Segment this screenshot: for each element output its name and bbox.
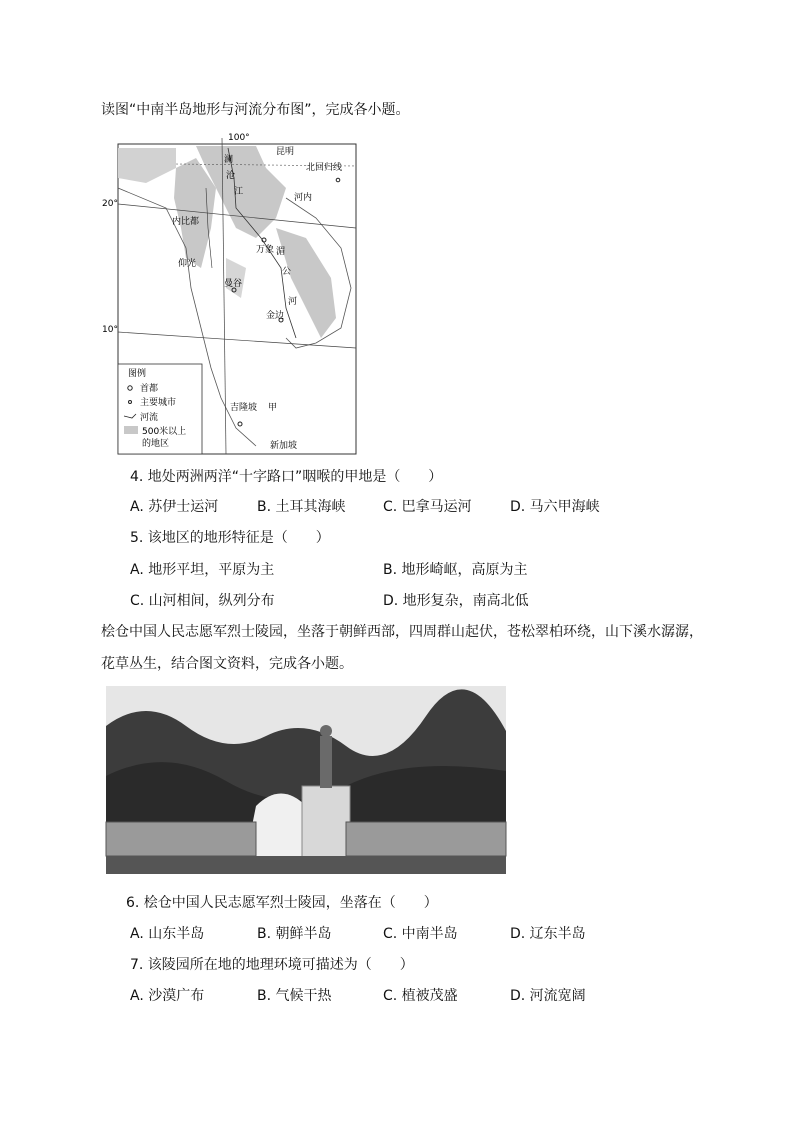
legend-capital: 首都 xyxy=(140,384,159,394)
q7-option-c[interactable]: C. 植被茂盛 xyxy=(383,988,458,1004)
q6-option-a[interactable]: A. 山东半岛 xyxy=(130,926,205,942)
river-char-2: 沧 xyxy=(226,171,236,181)
q6-option-b[interactable]: B. 朝鲜半岛 xyxy=(257,926,332,942)
city-yangon: 仰光 xyxy=(178,259,197,269)
city-kunming: 昆明 xyxy=(276,147,295,157)
q4-stem: 4. 地处两洲两洋“十字路口”咽喉的甲地是（ ） xyxy=(130,469,443,485)
cemetery-photo xyxy=(106,686,506,874)
legend-elev-1: 500米以上 xyxy=(142,427,187,437)
city-kualalumpur: 吉隆坡 xyxy=(230,403,258,413)
q5-option-b[interactable]: B. 地形崎岖，高原为主 xyxy=(383,562,528,578)
q5-stem: 5. 该地区的地形特征是（ ） xyxy=(130,530,330,546)
river2-char-3: 河 xyxy=(288,297,298,307)
river2-char-2: 公 xyxy=(282,267,292,277)
city-phnompenh: 金边 xyxy=(266,311,285,321)
legend-elev-2: 的地区 xyxy=(142,439,170,449)
q7-option-a[interactable]: A. 沙漠广布 xyxy=(130,988,205,1004)
q5-option-c[interactable]: C. 山河相间，纵列分布 xyxy=(130,593,275,609)
cemetery-photo-drawing xyxy=(106,686,506,874)
q6-option-d[interactable]: D. 辽东半岛 xyxy=(510,926,586,942)
place-jia: 甲 xyxy=(268,403,278,413)
q4-option-a[interactable]: A. 苏伊士运河 xyxy=(130,499,219,515)
q6-stem: 6. 桧仓中国人民志愿军烈士陵园，坐落在（ ） xyxy=(126,895,438,911)
q5-option-d[interactable]: D. 地形复杂，南高北低 xyxy=(383,593,529,609)
river-char-1: 澜 xyxy=(224,155,234,165)
city-hanoi: 河内 xyxy=(294,193,313,203)
q4-option-b[interactable]: B. 土耳其海峡 xyxy=(257,499,346,515)
q4-option-c[interactable]: C. 巴拿马运河 xyxy=(383,499,472,515)
q7-stem: 7. 该陵园所在地的地理环境可描述为（ ） xyxy=(130,957,414,973)
q5-option-a[interactable]: A. 地形平坦，平原为主 xyxy=(130,562,275,578)
q6-option-c[interactable]: C. 中南半岛 xyxy=(383,926,458,942)
map-intro-text: 读图“中南半岛地形与河流分布图”，完成各小题。 xyxy=(101,102,410,118)
lat-10-label: 10° xyxy=(102,325,118,335)
elevation-icon xyxy=(124,426,138,434)
q7-option-b[interactable]: B. 气候干热 xyxy=(257,988,332,1004)
river-char-3: 江 xyxy=(234,187,244,197)
legend-river: 河流 xyxy=(140,413,159,423)
lat-20-label: 20° xyxy=(102,199,118,209)
q4-option-d[interactable]: D. 马六甲海峡 xyxy=(510,499,600,515)
indochina-map xyxy=(102,128,360,456)
city-naypyidaw: 内比都 xyxy=(172,217,200,227)
legend-city: 主要城市 xyxy=(140,398,177,408)
cemetery-intro-line2: 花草丛生，结合图文资料，完成各小题。 xyxy=(101,656,353,672)
cemetery-intro-line1: 桧仓中国人民志愿军烈士陵园，坐落于朝鲜西部，四周群山起伏，苍松翠柏环绕，山下溪水潺潺， xyxy=(101,624,703,640)
legend-title: 图例 xyxy=(128,369,147,379)
indochina-map-figure xyxy=(102,128,360,456)
city-vientiane: 万象 xyxy=(256,245,275,255)
city-singapore: 新加坡 xyxy=(270,441,298,451)
q7-option-d[interactable]: D. 河流宽阔 xyxy=(510,988,586,1004)
city-bangkok: 曼谷 xyxy=(224,279,243,289)
lon-label: 100° xyxy=(228,133,250,143)
tropic-label: 北回归线 xyxy=(306,163,343,173)
river2-char-1: 湄 xyxy=(276,247,286,257)
